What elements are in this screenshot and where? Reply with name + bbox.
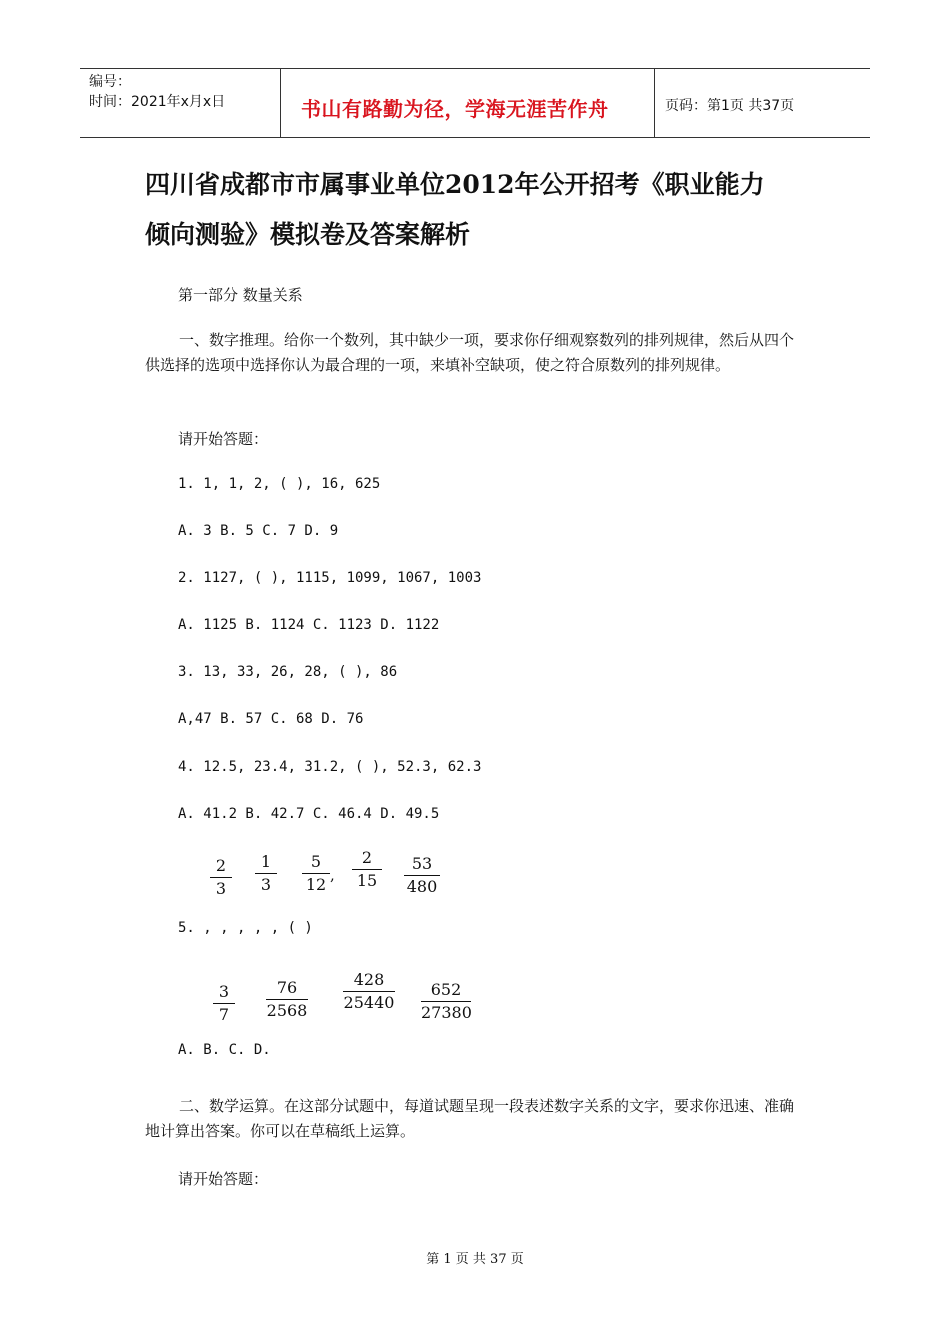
section2-intro: 二、数学运算。在这部分试题中，每道试题呈现一段表述数字关系的文字，要求你迅速、准确地计算出答案。你可以在草稿纸上运算。 — [145, 1097, 795, 1140]
q5-separator: , — [330, 866, 335, 884]
question-1-options: A. 3 B. 5 C. 7 D. 9 — [178, 523, 339, 539]
doc-number-label: 编号： — [89, 74, 131, 90]
section1-intro: 一、数字推理。给你一个数列，其中缺少一项，要求你仔细观察数列的排列规律，然后从四个供选择的选项中选择你认为最合理的一项，来填补空缺项，使之符合原数列的排列规律。 — [145, 331, 795, 374]
question-4-stem: 4. 12.5, 23.4, 31.2, ( ), 52.3, 62.3 — [178, 759, 482, 775]
part-heading: 第一部分 数量关系 — [178, 286, 303, 304]
document-title — [145, 160, 825, 260]
question-5-option-labels: A. B. C. D. — [178, 1042, 271, 1058]
question-3-options: A,47 B. 57 C. 68 D. 76 — [178, 711, 364, 727]
question-4-options: A. 41.2 B. 42.7 C. 46.4 D. 49.5 — [178, 806, 440, 822]
title-line-2: 倾向测验》模拟卷及答案解析 — [145, 220, 471, 249]
header-page-cell — [655, 69, 870, 137]
start-prompt-2: 请开始答题： — [178, 1170, 269, 1188]
header-meta-cell — [80, 69, 281, 137]
question-3-stem: 3. 13, 33, 26, 28, ( ), 86 — [178, 664, 398, 680]
page-footer: 第 1 页 共 37 页 — [426, 1252, 524, 1267]
title-line-1: 四川省成都市市属事业单位2012年公开招考《职业能力 — [145, 170, 765, 199]
q5-sequence-fraction: 1 3 — [255, 852, 277, 895]
question-1-stem: 1. 1, 1, 2, ( ), 16, 625 — [178, 476, 381, 492]
q5-sequence-fraction: 2 3 — [210, 856, 232, 899]
q5-option-fraction-c: 428 25440 — [343, 970, 395, 1012]
q5-sequence-fraction: 2 15 — [352, 848, 382, 891]
header-motto: 书山有路勤为径，学海无涯苦作舟 — [301, 97, 609, 121]
q5-option-fraction-b: 76 2568 — [266, 978, 308, 1020]
question-2-options: A. 1125 B. 1124 C. 1123 D. 1122 — [178, 617, 440, 633]
q5-option-fraction-a: 3 7 — [213, 982, 235, 1025]
start-prompt-1: 请开始答题： — [178, 430, 269, 448]
header-motto-cell — [281, 69, 655, 137]
header-table — [80, 68, 870, 138]
doc-time-label: 时间：2021年x月x日 — [89, 94, 226, 110]
header-page-info: 页码：第1页 共37页 — [665, 98, 795, 114]
q5-sequence-fraction: 53 480 — [404, 854, 440, 897]
q5-option-fraction-d: 652 27380 — [421, 980, 472, 1022]
q5-sequence-fraction: 5 12 — [302, 852, 330, 895]
question-5-stem: 5. , , , , , ( ) — [178, 920, 313, 936]
question-2-stem: 2. 1127, ( ), 1115, 1099, 1067, 1003 — [178, 570, 482, 586]
